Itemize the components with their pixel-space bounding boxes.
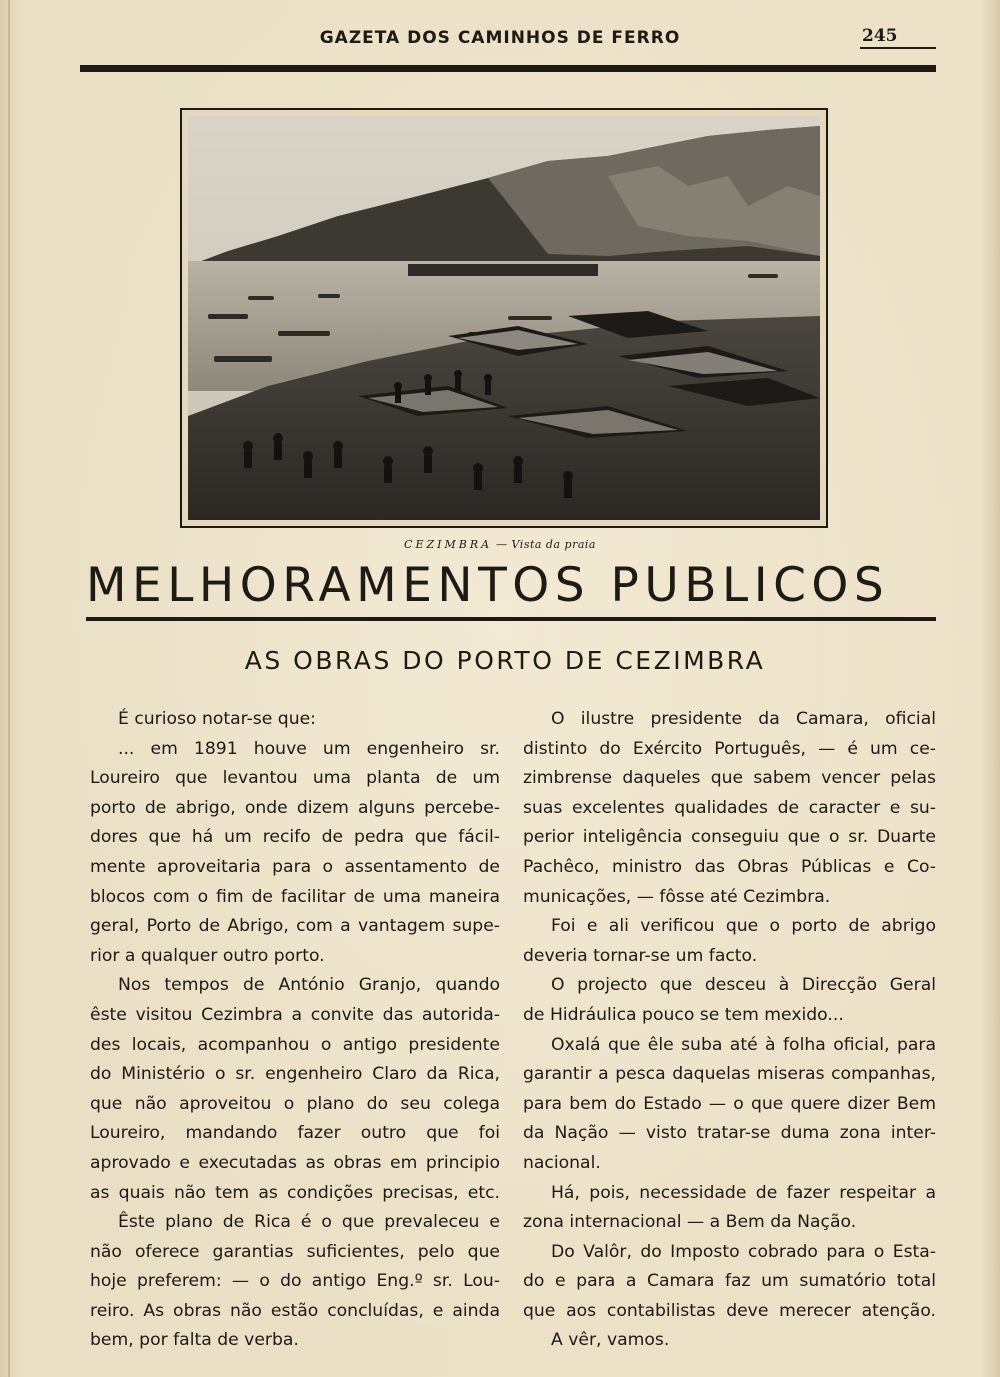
text-line: para bem do Estado — o que quere dizer Bem <box>523 1093 936 1114</box>
text-line: perior inteligência conseguiu que o sr. Duarte <box>523 827 936 848</box>
text-line: blocos com o fim de facilitar de uma maneira <box>90 886 500 907</box>
binding-edge <box>8 0 10 1377</box>
text-line: Foi e ali verificou que o porto de abrigo <box>551 916 936 937</box>
beach-photo-image <box>188 116 820 520</box>
text-line: É curioso notar-se que: <box>118 709 316 729</box>
article-title: MELHORAMENTOS PUBLICOS <box>86 558 890 613</box>
caption-place: CEZIMBRA <box>404 538 493 551</box>
text-line: municações, — fôsse até Cezimbra. <box>523 886 831 907</box>
text-line: aprovado e executadas as obras em principio <box>90 1152 500 1173</box>
header-rule <box>80 65 936 72</box>
photo-caption <box>300 538 700 551</box>
text-line: distinto do Exército Português, — é um ce- <box>523 738 936 759</box>
text-line: as quais não tem as condições precisas, etc. <box>90 1182 500 1203</box>
text-line: Pachêco, ministro das Obras Públicas e Co- <box>523 856 936 877</box>
article-subtitle: AS OBRAS DO PORTO DE CEZIMBRA <box>244 646 766 675</box>
caption-separator: — <box>492 538 512 551</box>
page-number: 245 <box>862 26 898 46</box>
text-line: suas excelentes qualidades de caracter e su- <box>523 797 936 818</box>
text-line: Há, pois, necessidade de fazer respeitar a <box>551 1182 936 1203</box>
text-line: não oferece garantias suficientes, pelo que <box>90 1241 500 1262</box>
text-line: que não aproveitou o plano do seu colega <box>90 1093 500 1114</box>
text-line: mente aproveitaria para o assentamento de <box>90 856 500 877</box>
text-line: porto de abrigo, onde dizem alguns percebe- <box>90 797 500 818</box>
text-line: rior a qualquer outro porto. <box>90 945 325 966</box>
text-line: Loureiro que levantou uma planta de um <box>90 768 500 789</box>
text-line: hoje preferem: — o do antigo Eng.º sr. Lou- <box>90 1271 500 1292</box>
text-line: garantir a pesca daquelas miseras companhas, <box>523 1064 936 1085</box>
text-line: des locais, acompanhou o antigo presidente <box>90 1034 500 1055</box>
text-line: bem, por falta de verba. <box>90 1330 299 1351</box>
text-line: ... em 1891 houve um engenheiro sr. <box>118 738 500 759</box>
text-line: Oxalá que êle suba até à folha oficial, para <box>551 1034 936 1055</box>
text-line: geral, Porto de Abrigo, com a vantagem supe- <box>90 916 500 937</box>
text-line: Êste plano de Rica é o que prevaleceu e <box>118 1212 500 1233</box>
text-line: zimbrense daqueles que sabem vencer pelas <box>523 768 936 789</box>
article-column-left <box>90 705 500 1356</box>
page-number-rule <box>860 47 936 49</box>
text-line: Loureiro, mandando fazer outro que foi <box>90 1123 500 1144</box>
publication-title: GAZETA DOS CAMINHOS DE FERRO <box>319 28 681 48</box>
text-line: deveria tornar-se um facto. <box>523 945 758 966</box>
text-line: êste visitou Cezimbra a convite das autorida- <box>90 1004 500 1025</box>
beach-photo <box>180 108 828 528</box>
text-line: reiro. As obras não estão concluídas, e ainda <box>90 1300 500 1321</box>
text-line: de Hidráulica pouco se tem mexido... <box>523 1004 844 1025</box>
title-rule <box>86 617 936 621</box>
text-line: que aos contabilistas deve merecer atenção. <box>523 1300 936 1321</box>
text-line: do e para a Camara faz um sumatório total <box>523 1271 936 1292</box>
text-line: A vêr, vamos. <box>551 1330 670 1351</box>
text-line: do Ministério o sr. engenheiro Claro da Rica, <box>90 1064 500 1085</box>
text-line: Do Valôr, do Imposto cobrado para o Esta- <box>551 1241 936 1262</box>
caption-text: Vista da praia <box>511 538 596 551</box>
text-line: O projecto que desceu à Direcção Geral <box>551 975 936 996</box>
text-line: da Nação — visto tratar-se duma zona inter- <box>523 1123 936 1144</box>
text-line: Nos tempos de António Granjo, quando <box>118 975 500 996</box>
text-line: nacional. <box>523 1152 601 1173</box>
text-line: zona internacional — a Bem da Nação. <box>523 1212 857 1233</box>
text-line: dores que há um recifo de pedra que fácil- <box>90 827 500 848</box>
article-column-right <box>523 705 936 1356</box>
text-line: O ilustre presidente da Camara, oficial <box>551 709 936 729</box>
